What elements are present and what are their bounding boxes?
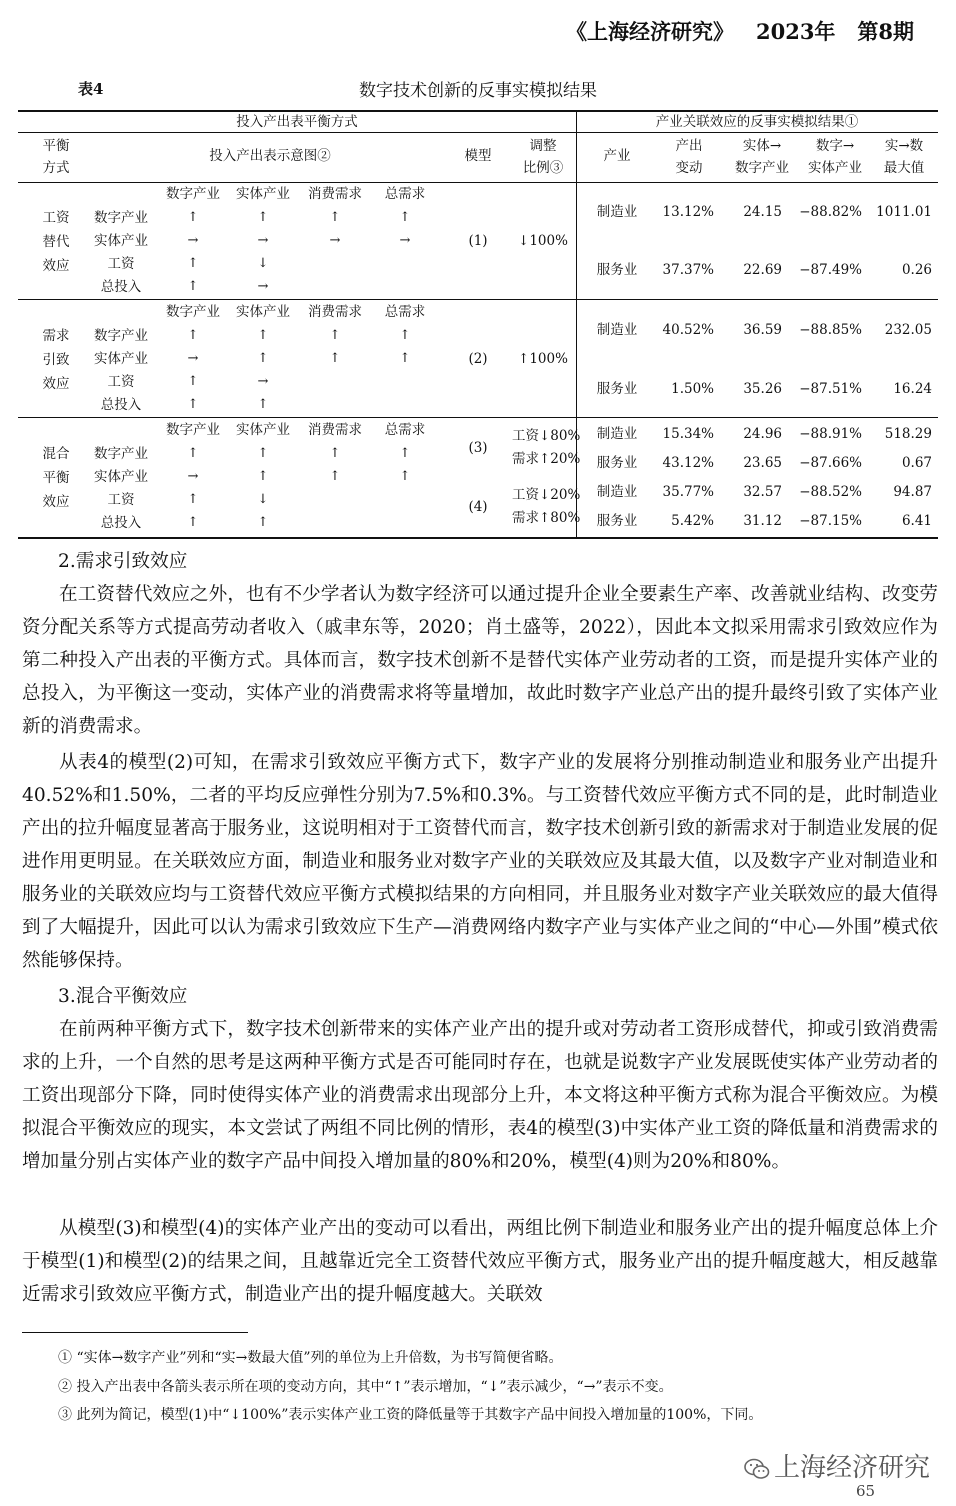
- block-name: 需求: [42, 328, 70, 344]
- digital-real-cell: −88.52%: [799, 484, 862, 500]
- change-arrow: ↑: [187, 492, 199, 507]
- table-block-rule: [18, 299, 938, 300]
- change-arrow: ↑: [329, 351, 341, 366]
- ratio-value: 工资↓20%: [512, 487, 581, 503]
- change-arrow: ↑: [187, 256, 199, 271]
- model-label: (3): [468, 440, 488, 456]
- max-cell: 0.67: [901, 455, 932, 471]
- max-cell: 1011.01: [876, 204, 932, 220]
- col-max-2: 最大值: [883, 160, 925, 176]
- diagram-row: 总投入: [100, 515, 142, 531]
- change-arrow: ↑: [399, 469, 411, 484]
- change-arrow: ↓: [257, 492, 269, 507]
- max-cell: 94.87: [893, 484, 932, 500]
- col-model: 模型: [464, 148, 492, 164]
- footnote-3: ③ 此列为简记，模型(1)中“↓100%”表示实体产业工资的降低量等于其数字产品中间投入增加量的100%，下同。: [58, 1407, 763, 1423]
- change-arrow: ↑: [399, 328, 411, 343]
- model-label: (4): [468, 499, 488, 515]
- block-name: 混合: [42, 446, 70, 462]
- table-header-rule: [18, 182, 938, 183]
- diagram-col: 数字产业: [166, 304, 220, 320]
- change-arrow: →: [257, 233, 269, 248]
- industry-cell: 服务业: [596, 455, 638, 471]
- max-cell: 232.05: [884, 322, 932, 338]
- footnote-rule: [22, 1332, 248, 1333]
- diagram-row: 实体产业: [94, 233, 148, 249]
- table-top-rule: [18, 110, 938, 112]
- watermark-text: 上海经济研究: [774, 1453, 931, 1483]
- diagram-row: 实体产业: [94, 351, 148, 367]
- change-arrow: →: [257, 374, 269, 389]
- real-digital-cell: 36.59: [743, 322, 782, 338]
- diagram-row: 数字产业: [94, 446, 148, 462]
- real-digital-cell: 35.26: [743, 381, 782, 397]
- real-digital-cell: 32.57: [743, 484, 782, 500]
- diagram-row: 工资: [107, 256, 135, 272]
- paragraph: 在前两种平衡方式下，数字技术创新带来的实体产业产出的提升或对劳动者工资形成替代，抑或引致消费需求的上升，一个自然的思考是这两种平衡方式是否可能同时存在，也就是说数字产业发展既使实体产业劳动者的工资出现部分下降，同时使得实体产业的消费需求出现部分上升，本文将这种平衡方式称为混合平衡效应。为模拟混合平衡效应的现实，本文尝试了两组不同比例的情形，表4的模型(3)中实体产业工资的降低量和消费需求的增加量分别占实体产业的数字产品中间投入增加量的80%和20%，模型(4)则为20%和80%。: [22, 1019, 938, 1172]
- col-output-2: 变动: [675, 160, 703, 176]
- running-header: [566, 16, 914, 46]
- change-arrow: ↑: [257, 351, 269, 366]
- change-arrow: ↑: [257, 469, 269, 484]
- col-balance-1: 平衡: [42, 138, 70, 154]
- page-number: 65: [856, 1482, 876, 1500]
- block-name: 效应: [42, 376, 70, 392]
- digital-real-cell: −87.51%: [799, 381, 862, 397]
- industry-cell: 制造业: [596, 322, 638, 338]
- digital-real-cell: −88.82%: [799, 204, 862, 220]
- change-arrow: →: [187, 233, 199, 248]
- diagram-row: 数字产业: [94, 210, 148, 226]
- output-cell: 35.77%: [662, 484, 714, 500]
- change-arrow: ↑: [257, 210, 269, 225]
- change-arrow: ↑: [329, 446, 341, 461]
- model-label: (1): [468, 233, 488, 249]
- wechat-icon: [744, 1458, 770, 1480]
- block-name: 平衡: [42, 470, 70, 486]
- diagram-row: 工资: [107, 374, 135, 390]
- change-arrow: ↑: [187, 210, 199, 225]
- footnote-2: ② 投入产出表中各箭头表示所在项的变动方向，其中“↑”表示增加，“↓”表示减少，“→”表示不变。: [58, 1379, 673, 1395]
- table-block-rule: [18, 417, 938, 418]
- change-arrow: ↑: [257, 446, 269, 461]
- model-label: (2): [468, 351, 488, 367]
- col-balance-2: 方式: [42, 160, 70, 176]
- output-cell: 43.12%: [662, 455, 714, 471]
- industry-cell: 制造业: [596, 484, 638, 500]
- output-cell: 40.52%: [662, 322, 714, 338]
- col-digital-real-2: 实体产业: [808, 160, 862, 176]
- diagram-row: 数字产业: [94, 328, 148, 344]
- table-group-rule: [18, 132, 938, 133]
- change-arrow: ↓: [257, 256, 269, 271]
- paragraph: 在工资替代效应之外，也有不少学者认为数字经济可以通过提升企业全要素生产率、改善就业结构、改变劳资分配关系等方式提高劳动者收入（戚聿东等，2020；肖土盛等，2022），因此本文拟采用需求引致效应作为第二种投入产出表的平衡方式。具体而言，数字技术创新不是替代实体产业劳动者的工资，而是提升实体产业的总投入，为平衡这一变动，实体产业的消费需求将等量增加，故此时数字产业总产出的提升最终引致了实体产业新的消费需求。: [22, 584, 938, 737]
- digital-real-cell: −87.15%: [799, 513, 862, 529]
- max-cell: 6.41: [901, 513, 932, 529]
- change-arrow: ↑: [187, 279, 199, 294]
- change-arrow: ↑: [187, 515, 199, 530]
- change-arrow: →: [257, 279, 269, 294]
- block-name: 工资: [42, 210, 70, 226]
- industry-cell: 服务业: [596, 381, 638, 397]
- change-arrow: ↑: [329, 328, 341, 343]
- diagram-row: 工资: [107, 492, 135, 508]
- real-digital-cell: 22.69: [743, 262, 782, 278]
- ratio-value: ↓100%: [518, 233, 568, 249]
- group-header-right: 产业关联效应的反事实模拟结果①: [655, 114, 859, 130]
- ratio-value: 需求↑80%: [512, 510, 581, 526]
- industry-cell: 制造业: [596, 204, 638, 220]
- output-cell: 13.12%: [662, 204, 714, 220]
- max-cell: 16.24: [893, 381, 932, 397]
- diagram-col: 总需求: [384, 304, 426, 320]
- section-heading-3: 3.混合平衡效应: [58, 986, 188, 1007]
- real-digital-cell: 24.15: [743, 204, 782, 220]
- diagram-col: 消费需求: [308, 422, 362, 438]
- paragraph: 从模型(3)和模型(4)的实体产业产出的变动可以看出，两组比例下制造业和服务业产出的提升幅度总体上介于模型(1)和模型(2)的结果之间，且越靠近完全工资替代效应平衡方式，服务业产出的提升幅度越大，相反越靠近需求引致效应平衡方式，制造业产出的提升幅度越大。关联效: [22, 1218, 938, 1305]
- block-name: 替代: [42, 234, 70, 250]
- table-divider: [576, 110, 577, 538]
- industry-cell: 制造业: [596, 426, 638, 442]
- block-name: 效应: [42, 494, 70, 510]
- table-number: 表4: [78, 80, 104, 98]
- col-industry: 产业: [603, 148, 631, 164]
- change-arrow: →: [329, 233, 341, 248]
- change-arrow: ↑: [329, 210, 341, 225]
- change-arrow: →: [399, 233, 411, 248]
- digital-real-cell: −88.91%: [799, 426, 862, 442]
- col-real-digital-1: 实体→: [742, 138, 782, 154]
- output-cell: 37.37%: [662, 262, 714, 278]
- change-arrow: ↑: [187, 328, 199, 343]
- change-arrow: ↑: [187, 374, 199, 389]
- output-cell: 15.34%: [662, 426, 714, 442]
- col-ratio-2: 比例③: [522, 160, 564, 176]
- diagram-col: 消费需求: [308, 186, 362, 202]
- max-cell: 0.26: [901, 262, 932, 278]
- table-title: 数字技术创新的反事实模拟结果: [359, 81, 597, 101]
- change-arrow: →: [187, 351, 199, 366]
- diagram-row: 总投入: [100, 397, 142, 413]
- change-arrow: ↑: [399, 351, 411, 366]
- diagram-row: 实体产业: [94, 469, 148, 485]
- diagram-col: 实体产业: [236, 422, 290, 438]
- block-name: 效应: [42, 258, 70, 274]
- real-digital-cell: 23.65: [743, 455, 782, 471]
- wechat-watermark: [744, 1447, 930, 1484]
- col-digital-real-1: 数字→: [815, 138, 855, 154]
- change-arrow: ↑: [399, 446, 411, 461]
- ratio-value: ↑100%: [518, 351, 568, 367]
- real-digital-cell: 31.12: [743, 513, 782, 529]
- journal-name: 《上海经济研究》: [566, 19, 735, 44]
- group-header-left: 投入产出表平衡方式: [236, 114, 358, 130]
- col-max-1: 实→数: [884, 138, 924, 154]
- table-bottom-rule: [18, 537, 938, 539]
- output-cell: 5.42%: [671, 513, 714, 529]
- section-heading-2: 2.需求引致效应: [58, 551, 188, 572]
- change-arrow: ↑: [187, 397, 199, 412]
- diagram-col: 实体产业: [236, 186, 290, 202]
- diagram-col: 数字产业: [166, 422, 220, 438]
- col-output-1: 产出: [675, 138, 703, 154]
- diagram-col: 数字产业: [166, 186, 220, 202]
- real-digital-cell: 24.96: [743, 426, 782, 442]
- change-arrow: ↑: [187, 446, 199, 461]
- journal-year: 2023年: [755, 19, 836, 44]
- change-arrow: ↑: [257, 328, 269, 343]
- digital-real-cell: −88.85%: [799, 322, 862, 338]
- diagram-row: 总投入: [100, 279, 142, 295]
- change-arrow: →: [187, 469, 199, 484]
- col-real-digital-2: 数字产业: [735, 160, 789, 176]
- col-diagram: 投入产出表示意图②: [209, 148, 331, 164]
- change-arrow: ↑: [329, 469, 341, 484]
- diagram-col: 消费需求: [308, 304, 362, 320]
- change-arrow: ↑: [257, 397, 269, 412]
- footnote-1: ① “实体→数字产业”列和“实→数最大值”列的单位为上升倍数，为书写简便省略。: [58, 1350, 563, 1366]
- change-arrow: ↑: [399, 210, 411, 225]
- industry-cell: 服务业: [596, 513, 638, 529]
- max-cell: 518.29: [884, 426, 932, 442]
- block-name: 引致: [42, 352, 70, 368]
- paragraph: 从表4的模型(2)可知，在需求引致效应平衡方式下，数字产业的发展将分别推动制造业和服务业产出提升40.52%和1.50%，二者的平均反应弹性分别为7.5%和0.3%。与工资替代效应平衡方式不同的是，此时制造业产出的拉升幅度显著高于服务业，这说明相对于工资替代而言，数字技术创新引致的新需求对于制造业发展的促进作用更明显。在关联效应方面，制造业和服务业对数字产业的关联效应及其最大值，以及数字产业对制造业和服务业的关联效应均与工资替代效应平衡方式模拟结果的方向相同，并且服务业对数字产业关联效应的最大值得到了大幅提升，因此可以认为需求引致效应下生产—消费网络内数字产业与实体产业之间的“中心—外围”模式依然能够保持。: [22, 752, 938, 971]
- diagram-col: 总需求: [384, 422, 426, 438]
- digital-real-cell: −87.66%: [799, 455, 862, 471]
- ratio-value: 需求↑20%: [512, 451, 581, 467]
- col-ratio-1: 调整: [529, 138, 557, 154]
- output-cell: 1.50%: [671, 381, 714, 397]
- diagram-col: 总需求: [384, 186, 426, 202]
- diagram-col: 实体产业: [236, 304, 290, 320]
- journal-issue: 第8期: [857, 19, 914, 44]
- industry-cell: 服务业: [596, 262, 638, 278]
- digital-real-cell: −87.49%: [799, 262, 862, 278]
- change-arrow: ↑: [257, 515, 269, 530]
- ratio-value: 工资↓80%: [512, 428, 581, 444]
